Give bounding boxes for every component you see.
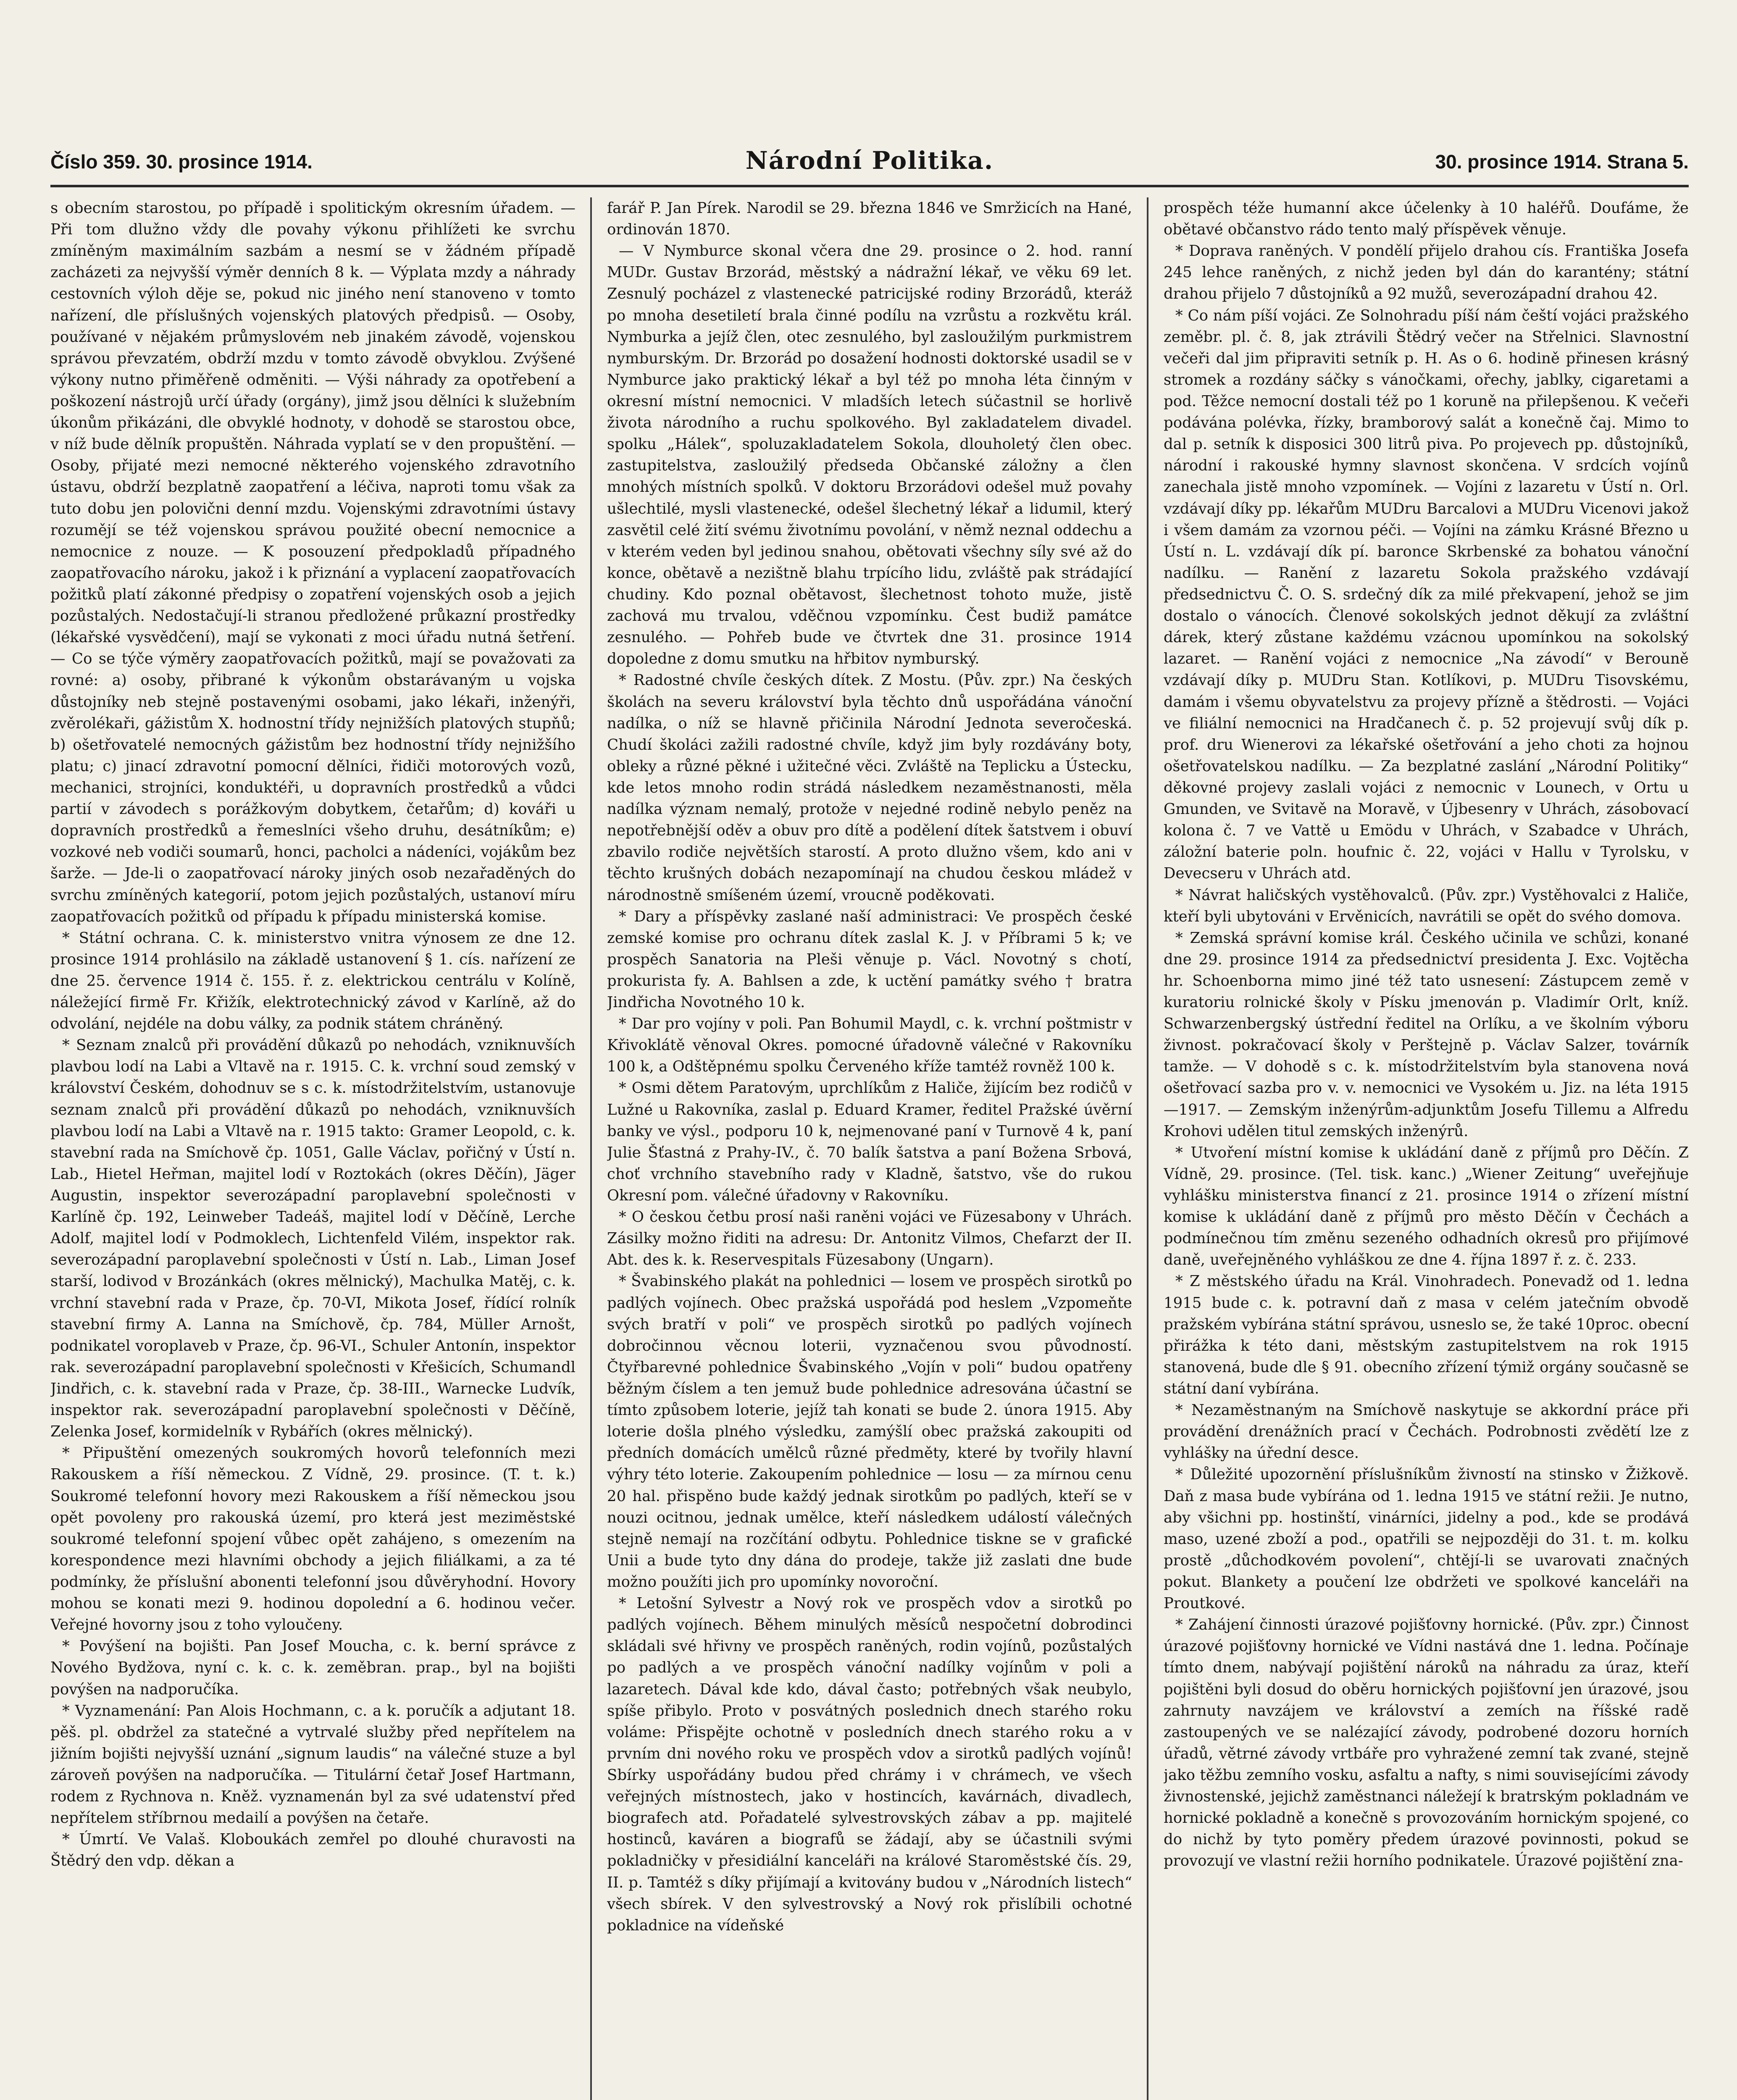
paragraph: prospěch téže humanní akce účelenky à 10 haléřů. Doufáme, že obětavé občanstvo rádo tento malý příspěvek věnuje. (1164, 200, 1689, 239)
column-divider (590, 197, 592, 2100)
column-1 (50, 197, 575, 2100)
page-date-number: 30. prosince 1914. Strana 5. (1435, 151, 1689, 173)
paragraph: * Návrat haličských vystěhovalců. (Pův. zpr.) Vystěhovalci z Haliče, kteří byli ubytováni v Ervěnicích, navrátili se opět do svého domova. (1164, 886, 1689, 925)
paragraph: * Státní ochrana. C. k. ministerstvo vnitra výnosem ze dne 12. prosince 1914 prohlásilo na základě ustanovení § 1. cís. nařízení ze dne 25. července 1914 č. 155. ř. z. elektrickou centrálu v Kolíně, náležející firmě Fr. Křižík, elektrotechnický závod v Karlíně, až do odvolání, nejdéle na dobu války, za podnik státem chráněný. (50, 929, 575, 1033)
paragraph: * Utvoření místní komise k ukládání daně z příjmů pro Děčín. Z Vídně, 29. prosince. (Tel. tisk. kanc.) „Wiener Zeitung“ uveřejňuje vyhlášku ministerstva financí z 21. prosince 1914 o zřízení místní komise k ukládání daně z příjmů pro město Děčín v Čechách a podmínečnou tím změnu sezeného odhadních okresů pro přijímové daně, uveřejněného vyhláškou ze dne 4. října 1897 ř. z. č. 233. (1164, 1144, 1689, 1269)
paragraph: * Zahájení činnosti úrazové pojišťovny hornické. (Pův. zpr.) Činnost úrazové pojišťovny hornické ve Vídni nastává dne 1. ledna. Počínaje tímto dnem, nabývají pojištění nároků na náhradu za úraz, kteří pojištěni byli dosud do oběru hornických pojišťovní jen úrazové, jsou zahrnuty navzájem ve království a zemích na říšské radě zastoupených ve se nalézající závody, podrobené dozoru horních úřadů, větrné závody vrtbáře pro vyhražené zemní tak zvané, stejně jako těžbu zemního vosku, asfaltu a nafty, s nimi souvisejícími závody živnostenské, jejichž zaměstnanci náležejí k bratrským pokladnám ve hornické pokladně a konečně s provozováním hornickým spojené, co do nichž by tyto poměry předem úrazové povinnosti, pokud se provozují ve vlastní režii horního podnikatele. Úrazové pojištění zna- (1164, 1616, 1689, 1870)
article-columns (50, 197, 1689, 2100)
paragraph: * Švabinského plakát na pohlednici — losem ve prospěch sirotků po padlých vojínech. Obec pražská uspořádá pod heslem „Vzpomeňte svých bratří v poli“ ve prospěch sirotků po padlých vojínech dobročinnou věcnou loterii, vyznačenou svou původností. Čtyřbarevné pohlednice Švabinského „Vojín v poli“ budou opatřeny běžným číslem a ten jemuž bude pohlednice adresována účastní se tímto způsobem loterie, jejíž tah konati se bude 2. února 1915. Aby loterie došla plného výsledku, zamýšlí obec pražská zakoupiti od předních domácích umělců různé předměty, které by tvořily hlavní výhry této loterie. Zakoupením pohlednice — losu — za mírnou cenu 20 hal. přispěno bude každý jednak sirotkům po padlých, kteří se v nouzi ocitnou, jednak umělce, kteří následkem událostí válečných stejně nemají na rozčítání odbytu. Pohlednice tiskne se v grafické Unii a bude tyto dny dána do prodeje, takže již zaslati dne bude možno použíti jich pro upomínky novoroční. (607, 1273, 1132, 1591)
paragraph: farář P. Jan Pírek. Narodil se 29. března 1846 ve Smržicích na Hané, ordinován 1870. (607, 200, 1132, 239)
paragraph: * Seznam znalců při provádění důkazů po nehodách, vzniknuvších plavbou lodí na Labi a Vltavě na r. 1915. C. k. vrchní soud zemský v království Českém, dohodnuv se s c. k. místodržitelstvím, ustanovuje seznam znalců při provádění důkazů po nehodách, vzniknuvších plavbou lodí na Labi a Vltavě na r. 1915 takto: Gramer Leopold, c. k. stavební rada na Smíchově čp. 1051, Galle Václav, pořičný v Ústí n. Lab., Hietel Heřman, majitel lodí v Roztokách (okres Děčín), Jäger Augustin, inspektor severozápadní paroplavební společnosti v Karlíně čp. 192, Leinweber Tadeáš, majitel lodí v Děčíně, Lerche Adolf, majitel lodí v Podmoklech, Lichtenfeld Vilém, inspektor rak. severozápadní paroplavební společnosti v Ústí n. Lab., Liman Josef starší, lodivod v Brozánkách (okres mělnický), Machulka Matěj, c. k. vrchní stavební rada v Praze, čp. 70-VI, Mikota Josef, řídící rolník stavební firmy A. Lanna na Smíchově, čp. 784, Müller Arnošt, podnikatel voroplaveb v Praze, čp. 96-VI., Schuler Antonín, inspektor rak. severozápadní paroplavební společnosti v Křešicích, Schumandl Jindřich, c. k. stavební rada v Praze, čp. 38-III., Warnecke Ludvík, inspektor rak. severozápadní paroplavební společnosti v Děčíně, Zelenka Josef, kormidelník v Rybářích (okres mělnický). (50, 1037, 575, 1441)
issue-number-date: Číslo 359. 30. prosince 1914. (50, 151, 313, 173)
paragraph: * Letošní Sylvestr a Nový rok ve prospěch vdov a sirotků po padlých vojínech. Během minulých měsíců nespočetní dobrodinci skládali své hřivny ve prospěch raněných, rodin vojínů, pozůstalých po padlých a ve prospěch vánoční nadílky vojínům v poli a lazaretech. Dával kde kdo, dával často; potřebných však neubylo, spíše přibylo. Proto v posvátných poslednich dnech starého roku voláme: Přispějte ochotně v posledních dnech starého roku a v prvním dni nového roku ve prospěch vdov a sirotků padlých vojínů! Sbírky uspořádány budou před chrámy i v chrámech, ve všech veřejných místnostech, jako v hostincích, kavárnách, divadlech, biografech atd. Pořadatelé sylvestrovských zábav a pp. majitelé hostinců, kaváren a biografů se žádají, aby se účastnili svými pokladničky v přesidiální kanceláři na králové Staroměstské čís. 29, II. p. Tamtéž s díky přijímají a kvitovány budou v „Národních listech“ všech sbírek. V den sylvestrovský a Nový rok přislíbili ochotné pokladnice na vídeňské (607, 1595, 1132, 1934)
paragraph: * Osmi dětem Paratovým, uprchlíkům z Haliče, žijícím bez rodičů v Lužné u Rakovníka, zaslal p. Eduard Kramer, ředitel Pražské úvěrní banky ve výsl., podporu 10 k, nejmenované paní v Turnově 4 k, paní Julie Šťastná z Prahy-IV., č. 70 balík šatstva a paní Božena Srbová, choť vrchního stavebního rady v Kladně, šatstvo, vše do rukou Okresní pom. válečné úřadovny v Rakovníku. (607, 1079, 1132, 1205)
paragraph: * Z městského úřadu na Král. Vinohradech. Ponevadž od 1. ledna 1915 bude c. k. potravní daň z masa v celém jatečním obvodě pražském vybírána státní správou, usneslo se, že také 10proc. obecní přirážka k této dani, městským zastupitelstvem na rok 1915 stanovená, bude dle § 91. obecního zřízení týmiž orgány současně se státní daní vybírána. (1164, 1273, 1689, 1398)
paragraph: * Dary a příspěvky zaslané naší administraci: Ve prospěch české zemské komise pro ochranu dítek zaslal K. J. v Příbrami 5 k; ve prospěch Sanatoria na Pleši věnuje p. Václ. Novotný s chotí, prokurista fy. A. Bahlsen a zde, k uctění památky svého † bratra Jindřicha Novotného 10 k. (607, 908, 1132, 1011)
page-header (50, 139, 1689, 187)
column-2 (607, 197, 1132, 2100)
paragraph: * Povýšení na bojišti. Pan Josef Moucha, c. k. berní správce z Nového Bydžova, nyní c. k. c. k. zeměbran. prap., byl na bojišti povýšen na nadporučíka. (50, 1638, 575, 1698)
paragraph: * Radostné chvíle českých dítek. Z Mostu. (Pův. zpr.) Na českých školách na severu království byla těchto dnů uspořádána vánoční nadílka, o níž se hlavně přičinila Národní Jednota severočeská. Chudí školáci zažili radostné chvíle, když jim byly rozdávány boty, obleky a různé pěkné i užitečné věci. Zvláště na Teplicku a Ústecku, kde letos mnoho rodin strádá následkem nezaměstnanosti, měla nadílka význam nemalý, protože v nejedné rodině nebylo peněz na nepotřebnější oděv a obuv pro dítě a podělení dítek šatstvem i obuví zbavilo rodiče největších starostí. A proto dlužno všem, kdo ani v těchto krušných dobách nezapomínají na chudou českou mládež v národnostně smíšeném území, vroucně poděkovati. (607, 672, 1132, 904)
paragraph: * O českou četbu prosí naši raněni vojáci ve Füzesabony v Uhrách. Zásilky možno řiditi na adresu: Dr. Antonitz Vilmos, Chefarzt der II. Abt. des k. k. Reservespitals Füzesabony (Ungarn). (607, 1208, 1132, 1269)
paragraph: * Vyznamenání: Pan Alois Hochmann, c. a k. poručík a adjutant 18. pěš. pl. obdržel za statečné a vytrvalé služby před nepřítelem na jižním bojišti nejvyšší uznání „signum laudis“ na válečné stuze a byl zároveň povýšen na nadporučíka. — Titulární četař Josef Hartmann, rodem z Rychnova n. Kněž. vyznamenán byl za své udatenství před nepřítelem stříbrnou medailí a povýšen na četaře. (50, 1702, 575, 1827)
paragraph: * Nezaměstnaným na Smíchově naskytuje se akkordní práce při provádění drenážních prací v Čechách. Podrobnosti zvědětí lze z vyhlášky na úřední desce. (1164, 1402, 1689, 1462)
paragraph: — V Nymburce skonal včera dne 29. prosince o 2. hod. ranní MUDr. Gustav Brzorád, městský a nádražní lékař, ve věku 69 let. Zesnulý pocházel z vlastenecké patricijské rodiny Brzorádů, kteráž po mnoha desetiletí brala činné podílu na vzrůstu a rozkvětu král. Nymburka a jejíž člen, otec zesnulého, byl zasloužilým purkmistrem nymburským. Dr. Brzorád po dosažení hodnosti doktorské usadil se v Nymburce jako praktický lékař a byl též po mnoha léta činným v okresní místní nemocnici. V mladších letech súčastnil se horlivě života národního a ruchu spolkového. Byl zakladatelem divadel. spolku „Hálek“, spoluzakladatelem Sokola, dlouholetý člen obec. zastupitelstva, zasloužilý předseda Občanské záložny a člen mnohých místních spolků. V doktoru Brzorádovi odešel muž povahy ušlechtilé, mysli vlastenecké, odešel šlechetný lékař a lidumil, který zasvětil celé žití svému životnímu povolání, v němž neznal oddechu a v kterém veden byl jedinou snahou, obětovati všechny síly své až do konce, obětavě a nezištně blahu trpícího lidu, zvláště pak strádající chudiny. Kdo poznal obětavost, šlechetnost tohoto muže, jistě zachová mu trvalou, vděčnou vzpomínku. Čest budiž památce zesnulého. — Pohřeb bude ve čtvrtek dne 31. prosince 1914 dopoledne z domu smutku na hřbitov nymburský. (607, 242, 1132, 668)
paragraph: * Co nám píší vojáci. Ze Solnohradu píší nám čeští vojáci pražského zeměbr. pl. č. 8, jak ztrávili Štědrý večer na Střelnici. Slavnostní večeři dal jim připraviti setník p. H. As o 6. hodině přinesen krásný stromek a rozdány sáčky s vánočkami, ořechy, jablky, cigaretami a pod. Těžce nemocní dostali též po 1 koruně na přilepšenou. K večeři podávána polévka, řízky, bramborový salát a konečně čaj. Mimo to dal p. setník k disposici 300 litrů piva. Po projevech pp. důstojníků, národní i rakouské hymny slavnost skončena. V srdcích vojínů zanechala jistě mnoho vzpomínek. — Vojíni z lazaretu v Ústí n. Orl. vzdávají díky pp. lékařům MUDru Barcalovi a MUDru Vicenovi jakož i všem damám za vzornou péči. — Vojíni na zámku Krásné Březno u Ústí n. L. vzdávají dík pí. baronce Skrbenské za bohatou vánoční nadílku. — Ranění z lazaretu Sokola pražského vzdávají předsednictvu Č. O. S. srdečný dík za milé překvapení, jehož se jim dostalo o vánocích. Členové sokolských jednot děkují za zvláštní dárek, který zůstane každému vzácnou upomínkou na sokolský lazaret. — Ranění vojáci z nemocnice „Na závodí“ v Berouně vzdávají díky p. MUDru Stan. Kotlíkovi, p. MUDru Tisovskému, damám i všemu obyvatelstvu za projevy přízně a štědrosti. — Vojáci ve filiální nemocnici na Hradčanech č. p. 52 projevují svůj dík p. prof. dru Wienerovi za lékařské ošetřování a jeho choti za hojnou ošetřovatelskou nadílku. — Za bezplatné zaslání „Národní Politiky“ děkovné projevy zaslali vojáci z nemocnic v Lounech, v Ortu u Gmunden, ve Svitavě na Moravě, v Újbesenry v Uhrách, zásobovací kolona č. 7 ve Vattě u Emödu v Uhrách, v Szabadce v Uhrách, záložní baterie poln. houfnic č. 22, vojáci v Hallu v Tyrolsku, v Devecseru v Uhrách atd. (1164, 307, 1689, 882)
paragraph: * Dar pro vojíny v poli. Pan Bohumil Maydl, c. k. vrchní poštmistr v Křivoklátě věnoval Okres. pomocné úřadovně válečné v Rakovníku 100 k, a Odštěpnému spolku Červeného kříže tamtéž rovněž 100 k. (607, 1015, 1132, 1076)
paragraph: * Úmrtí. Ve Valaš. Kloboukách zemřel po dlouhé churavosti na Štědrý den vdp. děkan a (50, 1831, 575, 1870)
paragraph: * Zemská správní komise král. Českého učinila ve schůzi, konané dne 29. prosince 1914 za předsednictví presidenta J. Exc. Vojtěcha hr. Schoenborna mimo jiné též tato usnesení: Zástupcem země v kuratoriu rolnické školy v Písku jmenován p. Vladimír Orlt, kníž. Schwarzenbergský ústřední ředitel na Orlíku, a ve školním výboru živnost. pokračovací školy v Perštejně p. Václav Salzer, továrník tamže. — V dohodě s c. k. místodržitelstvím byla stanovena nová ošetřovací sazba pro v. v. nemocnici ve Vysokém u. Jiz. na léta 1915—1917. — Zemským inženýrům-adjunktům Josefu Tillemu a Alfredu Krohovi udělen titul zemských inženýrů. (1164, 929, 1689, 1140)
paragraph: s obecním starostou, po případě i spolitickým okresním úřadem. — Při tom dlužno vždy dle povahy výkonu přihlížeti ke svrchu zmíněným maximálním sazbám a nesmí se v žádném případě zacházeti za nejvyšší výměr denních 8 k. — Výplata mzdy a náhrady cestovních výloh děje se, pokud nic jiného není stanoveno v tomto nařízení, dle příslušných vojenských platových předpisů. — Osoby, používané v nějakém průmyslovém neb jinakém závodě, vojenskou správou převzatém, obdrží mzdu v tomto závodě obvyklou. Zvýšené výkony nutno přiměřeně odměniti. — Výši náhrady za opotřebení a poškození nástrojů určí úřady (orgány), jimž jsou dělníci k služebním úkonům přikázáni, dle obvyklé hodnoty, v dohodě se starostou obce, v níž bude dělník propuštěn. Náhrada vyplatí se v den propuštění. — Osoby, přijaté mezi nemocné některého vojenského zdravotního ústavu, obdrží bezplatně zaopatření a léčiva, naproti tomu však za tuto dobu jen polovični denní mzdu. Vojenskými zdravotními ústavy rozumějí se též vojenskou správou použité obecní nemocnice a nemocnice z nouze. — K posouzení předpokladů případného zaopatřovacího nároku, jakož i k přiznání a vyplacení zaopatřovacích požitků platí zákonné předpisy o zopatření vojenských osob a jejich pozůstalých. Nedostačují-li stranou předložené průkazní prostředky (lékařské vysvědčení), mají se vykonati z moci úřadu nutná šetření. — Co se týče výměry zaopatřovacích požitků, mají se považovati za rovné: a) osoby, přibrané k výkonům obstarávaným u vojska důstojníky neb stejně postavenými osobami, jako lékaři, inženýři, zvěrolékaři, gážistům X. hodnostní třídy nejnižších platových stupňů; b) ošetřovatelé nemocných gážistům bez hodnostní třídy nejnižšího platu; c) jinací zdravotní pomocní dělníci, řidiči motorových vozů, mechanici, strojníci, konduktéři, u dopravních prostředků a vůdci partií v závodech s porážkovým dobytkem, četařům; d) kováři u dopravních prostředků a řemeslníci všeho druhu, desátníkům; e) vozkové neb vodiči soumarů, honci, pacholci a nádeníci, vojákům bez šarže. — Jde-li o zaopatřovací nároky jiných osob nezařaděných do svrchu zmíněných kategorií, potom jejich pozůstalých, ustanoví míru zaopatřovacích požitků od případu k případu ministerská komise. (50, 200, 575, 925)
newspaper-title: Národní Politika. (745, 146, 994, 175)
paragraph: * Doprava raněných. V pondělí přijelo drahou cís. Františka Josefa 245 lehce raněných, z nichž jeden byl dán do karantény; státní drahou přijelo 7 důstojníků a 92 mužů, severozápadní drahou 42. (1164, 242, 1689, 303)
paragraph: * Připuštění omezených soukromých hovorů telefonních mezi Rakouskem a říší německou. Z Vídně, 29. prosince. (T. t. k.) Soukromé telefonní hovory mezi Rakouskem a říší německou jsou opět povoleny pro rakouská území, pro která jest meziměstské soukromé telefonní spojení vůbec opět zahájeno, s omezením na korespondence mezi hlavními obchody a jejich filiálkami, a za té podmínky, že příslušní abonenti telefonní jsou důvěryhodní. Hovory mohou se konati mezi 9. hodinou dopolední a 6. hodinou večer. Veřejné hovorny jsou z toho vyloučeny. (50, 1444, 575, 1634)
column-3 (1164, 197, 1689, 2100)
column-divider (1147, 197, 1148, 2100)
paragraph: * Důležité upozornění příslušníkům živností na stinsko v Žižkově. Daň z masa bude vybírána od 1. ledna 1915 ve státní režii. Je nutno, aby všichni pp. hostinští, vinárníci, jidelny a pod., kde se prodává maso, uzené zboží a pod., opatřili se nejpozději do 31. t. m. kolku prostě „důchodkovém povolení“, chtějí-li se uvarovati značných pokut. Blankety a poučení lze obdržeti ve spolkové kanceláři na Proutkové. (1164, 1466, 1689, 1612)
